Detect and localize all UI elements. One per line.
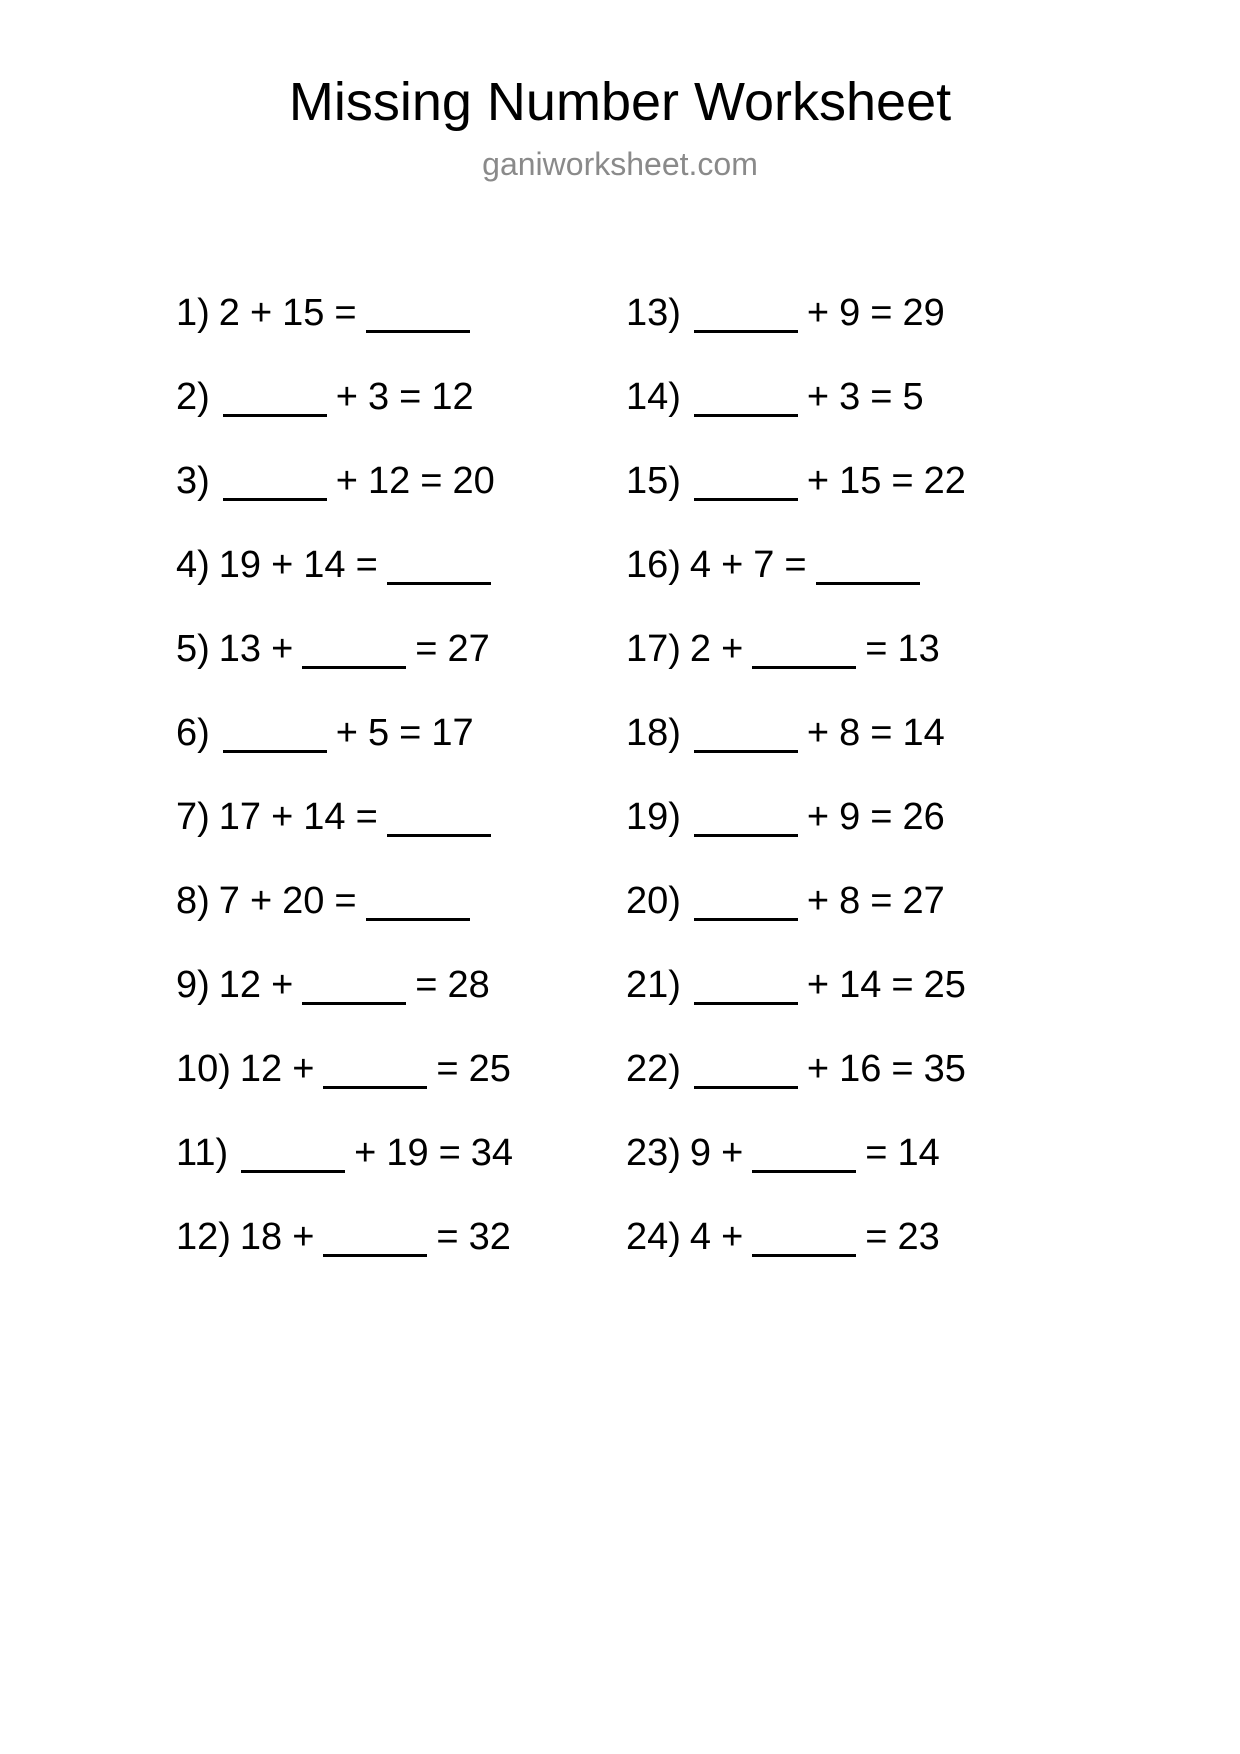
result-value: 25 — [468, 1048, 511, 1090]
plus-operator: + — [292, 1048, 315, 1090]
answer-blank-operand-a[interactable] — [223, 384, 327, 417]
problem-number: 12) — [176, 1216, 231, 1258]
plus-operator: + — [271, 628, 294, 670]
problem-number: 20) — [626, 880, 681, 922]
problem-expression — [219, 796, 495, 836]
equals-operator: = — [355, 796, 378, 838]
operand-a: 13 — [218, 628, 262, 670]
problem-item — [176, 1048, 626, 1132]
problem-item — [176, 376, 626, 460]
equals-operator: = — [355, 544, 378, 586]
operand-b: 12 — [368, 460, 411, 502]
equals-operator: = — [399, 712, 422, 754]
operand-b: 3 — [839, 376, 861, 418]
plus-operator: + — [806, 1048, 830, 1090]
problem-number: 6) — [176, 712, 210, 754]
problem-item — [626, 460, 1076, 544]
plus-operator: + — [335, 376, 358, 418]
answer-blank-result[interactable] — [366, 888, 470, 921]
problem-expression — [219, 292, 474, 332]
equals-operator: = — [865, 1132, 888, 1174]
operand-a: 12 — [218, 964, 262, 1006]
problem-number: 13) — [626, 292, 681, 334]
answer-blank-operand-a[interactable] — [694, 300, 798, 333]
problem-item — [176, 796, 626, 880]
problem-item — [626, 544, 1076, 628]
problem-number: 9) — [176, 964, 210, 1006]
worksheet-header — [0, 0, 1240, 182]
problem-item — [626, 1132, 1076, 1216]
equals-operator: = — [784, 544, 807, 586]
operand-b: 9 — [839, 292, 861, 334]
answer-blank-operand-a[interactable] — [694, 804, 798, 837]
plus-operator: + — [721, 628, 744, 670]
answer-blank-operand-b[interactable] — [323, 1224, 427, 1257]
problem-number: 17) — [626, 628, 681, 670]
result-value: 5 — [902, 376, 924, 418]
problem-number: 1) — [176, 292, 210, 334]
equals-operator: = — [870, 712, 893, 754]
equals-operator: = — [865, 628, 888, 670]
problem-item — [626, 880, 1076, 964]
problem-number: 5) — [176, 628, 210, 670]
problem-expression — [690, 376, 929, 416]
operand-b: 16 — [839, 1048, 882, 1090]
answer-blank-result[interactable] — [816, 552, 920, 585]
problem-item — [176, 712, 626, 796]
operand-a: 7 — [218, 880, 240, 922]
equals-operator: = — [865, 1216, 888, 1258]
operand-b: 19 — [386, 1132, 429, 1174]
operand-a: 12 — [239, 1048, 283, 1090]
operand-b: 15 — [282, 292, 325, 334]
plus-operator: + — [354, 1132, 377, 1174]
result-value: 27 — [447, 628, 490, 670]
problem-item — [176, 1216, 626, 1300]
problem-item — [176, 964, 626, 1048]
equals-operator: = — [334, 880, 357, 922]
problem-expression — [219, 376, 479, 416]
equals-operator: = — [436, 1048, 459, 1090]
problem-item — [626, 712, 1076, 796]
problems-area — [0, 292, 1240, 1300]
problem-number: 3) — [176, 460, 210, 502]
plus-operator: + — [806, 376, 830, 418]
problem-column-left — [176, 292, 626, 1300]
answer-blank-operand-b[interactable] — [323, 1056, 427, 1089]
problem-number: 14) — [626, 376, 681, 418]
plus-operator: + — [721, 544, 744, 586]
equals-operator: = — [399, 376, 422, 418]
equals-operator: = — [438, 1132, 461, 1174]
problem-item — [176, 880, 626, 964]
operand-a: 17 — [218, 796, 262, 838]
plus-operator: + — [271, 964, 294, 1006]
operand-b: 5 — [368, 712, 390, 754]
answer-blank-operand-a[interactable] — [694, 468, 798, 501]
problem-item — [626, 292, 1076, 376]
plus-operator: + — [806, 460, 830, 502]
problem-item — [176, 292, 626, 376]
answer-blank-result[interactable] — [387, 804, 491, 837]
result-value: 12 — [431, 376, 474, 418]
problem-item — [626, 1216, 1076, 1300]
plus-operator: + — [806, 964, 830, 1006]
plus-operator: + — [249, 880, 273, 922]
equals-operator: = — [415, 628, 438, 670]
problem-expression — [690, 544, 924, 584]
site-attribution: ganiworksheet.com — [482, 145, 758, 182]
operand-b: 14 — [839, 964, 882, 1006]
problem-item — [626, 1048, 1076, 1132]
plus-operator: + — [249, 292, 273, 334]
result-value: 23 — [897, 1216, 940, 1258]
problem-item — [626, 628, 1076, 712]
equals-operator: = — [420, 460, 443, 502]
result-value: 14 — [897, 1132, 940, 1174]
plus-operator: + — [806, 712, 830, 754]
equals-operator: = — [870, 292, 893, 334]
equals-operator: = — [870, 376, 893, 418]
operand-a: 4 — [689, 544, 712, 586]
answer-blank-operand-a[interactable] — [694, 720, 798, 753]
plus-operator: + — [806, 796, 830, 838]
operand-a: 4 — [689, 1216, 712, 1258]
plus-operator: + — [335, 460, 358, 502]
result-value: 13 — [897, 628, 940, 670]
operand-a: 19 — [218, 544, 262, 586]
problem-item — [626, 376, 1076, 460]
problem-number: 16) — [626, 544, 681, 586]
problem-expression — [690, 460, 971, 500]
problem-number: 4) — [176, 544, 210, 586]
problem-number: 11) — [176, 1132, 229, 1174]
problem-expression — [237, 1132, 518, 1172]
operand-b: 3 — [368, 376, 390, 418]
problem-expression — [219, 460, 500, 500]
answer-blank-operand-a[interactable] — [694, 888, 798, 921]
answer-blank-operand-a[interactable] — [694, 384, 798, 417]
problem-expression — [240, 1216, 516, 1256]
problem-expression — [690, 712, 950, 752]
answer-blank-result[interactable] — [387, 552, 491, 585]
problem-expression — [240, 1048, 516, 1088]
answer-blank-operand-a[interactable] — [223, 720, 327, 753]
problem-item — [626, 796, 1076, 880]
result-value: 32 — [468, 1216, 511, 1258]
equals-operator: = — [436, 1216, 459, 1258]
plus-operator: + — [806, 292, 830, 334]
result-value: 28 — [447, 964, 490, 1006]
problem-expression — [690, 292, 950, 332]
answer-blank-operand-a[interactable] — [241, 1140, 345, 1173]
problem-item — [176, 460, 626, 544]
problem-expression — [219, 964, 495, 1004]
operand-b: 7 — [753, 544, 775, 586]
problem-expression — [690, 964, 971, 1004]
problem-item — [176, 544, 626, 628]
equals-operator: = — [870, 880, 893, 922]
operand-b: 15 — [839, 460, 882, 502]
problem-number: 18) — [626, 712, 681, 754]
operand-b: 14 — [303, 544, 346, 586]
problem-expression — [690, 1216, 945, 1256]
plus-operator: + — [721, 1132, 744, 1174]
result-value: 22 — [923, 460, 966, 502]
result-value: 14 — [902, 712, 945, 754]
operand-a: 9 — [689, 1132, 712, 1174]
problem-number: 7) — [176, 796, 210, 838]
problem-number: 10) — [176, 1048, 231, 1090]
problem-item — [176, 628, 626, 712]
problem-expression — [219, 712, 479, 752]
plus-operator: + — [335, 712, 358, 754]
problem-number: 22) — [626, 1048, 681, 1090]
problem-expression — [690, 1048, 971, 1088]
answer-blank-operand-b[interactable] — [752, 1224, 856, 1257]
equals-operator: = — [415, 964, 438, 1006]
problem-expression — [219, 628, 495, 668]
problem-expression — [690, 796, 950, 836]
problem-number: 24) — [626, 1216, 681, 1258]
operand-a: 2 — [689, 628, 712, 670]
operand-b: 8 — [839, 880, 861, 922]
answer-blank-result[interactable] — [366, 300, 470, 333]
result-value: 25 — [923, 964, 966, 1006]
answer-blank-operand-b[interactable] — [752, 636, 856, 669]
problem-item — [176, 1132, 626, 1216]
result-value: 17 — [431, 712, 474, 754]
result-value: 27 — [902, 880, 945, 922]
problem-expression — [219, 880, 474, 920]
result-value: 29 — [902, 292, 945, 334]
answer-blank-operand-b[interactable] — [752, 1140, 856, 1173]
answer-blank-operand-a[interactable] — [694, 972, 798, 1005]
equals-operator: = — [891, 1048, 914, 1090]
problem-item — [626, 964, 1076, 1048]
equals-operator: = — [891, 964, 914, 1006]
result-value: 20 — [452, 460, 495, 502]
operand-b: 8 — [839, 712, 861, 754]
equals-operator: = — [891, 460, 914, 502]
problem-column-right — [626, 292, 1076, 1300]
plus-operator: + — [806, 880, 830, 922]
problem-columns — [0, 292, 1240, 1300]
problem-number: 19) — [626, 796, 681, 838]
plus-operator: + — [721, 1216, 744, 1258]
operand-b: 14 — [303, 796, 346, 838]
problem-expression — [690, 880, 950, 920]
problem-number: 15) — [626, 460, 681, 502]
operand-b: 20 — [282, 880, 325, 922]
operand-b: 9 — [839, 796, 861, 838]
result-value: 34 — [470, 1132, 514, 1174]
problem-expression — [219, 544, 495, 584]
answer-blank-operand-a[interactable] — [223, 468, 327, 501]
plus-operator: + — [292, 1216, 315, 1258]
problem-number: 2) — [176, 376, 210, 418]
problem-expression — [690, 1132, 945, 1172]
result-value: 35 — [923, 1048, 966, 1090]
problem-expression — [690, 628, 945, 668]
result-value: 26 — [902, 796, 945, 838]
problem-number: 23) — [626, 1132, 681, 1174]
page-title: Missing Number Worksheet — [288, 72, 952, 132]
answer-blank-operand-b[interactable] — [302, 636, 406, 669]
plus-operator: + — [271, 796, 294, 838]
problem-number: 21) — [626, 964, 681, 1006]
answer-blank-operand-a[interactable] — [694, 1056, 798, 1089]
equals-operator: = — [870, 796, 893, 838]
problem-number: 8) — [176, 880, 210, 922]
answer-blank-operand-b[interactable] — [302, 972, 406, 1005]
operand-a: 18 — [239, 1216, 283, 1258]
operand-a: 2 — [218, 292, 240, 334]
plus-operator: + — [271, 544, 294, 586]
equals-operator: = — [334, 292, 357, 334]
